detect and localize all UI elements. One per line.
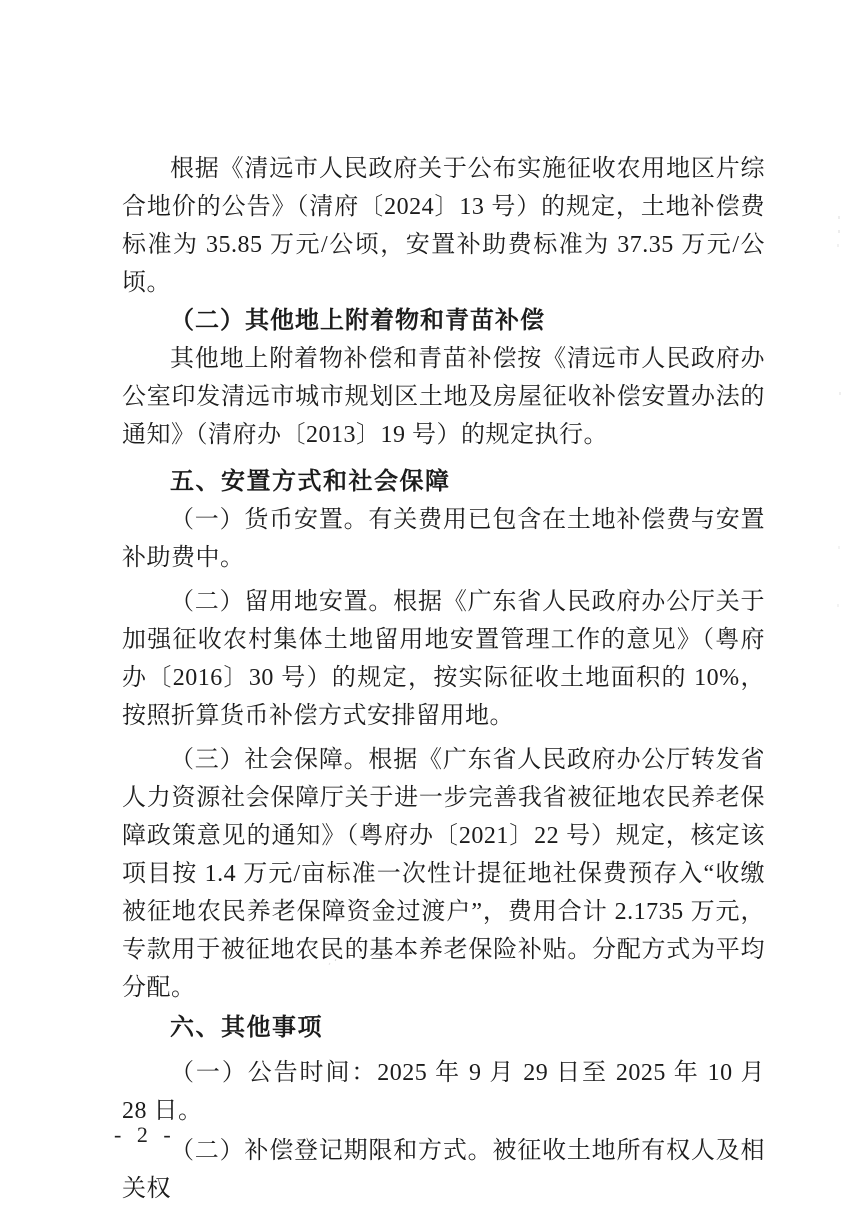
body-paragraph-compensation-standard: 根据《清远市人民政府关于公布实施征收农用地区片综合地价的公告》（清府〔2024〕13 号）的规定，土地补偿费标准为 35.85 万元/公顷，安置补助费标准为 37.35 万元/公顷。 (122, 156, 765, 296)
section-heading-five: 五、安置方式和社会保障 (170, 468, 451, 495)
body-paragraph-social-security: （三）社会保障。根据《广东省人民政府办公厅转发省人力资源社会保障厅关于进一步完善我省被征地农民养老保障政策意见的通知》（粤府办〔2021〕22 号）规定，核定该项目按 1.4 万元/亩标准一次性计提征地社保费预存入“收缴被征地农民养老保障资金过渡户”，费用合计 2.1735 万元，专款用于被征地农民的基本养老保险补贴。分配方式为平均分配。 (122, 747, 765, 1001)
subheading-attachments-and-crops: （二）其他地上附着物和青苗补偿 (170, 308, 545, 334)
body-paragraph-reserved-land-resettlement: （二）留用地安置。根据《广东省人民政府办公厅关于加强征收农村集体土地留用地安置管理工作的意见》（粤府办〔2016〕30 号）的规定，按实际征收土地面积的 10%，按照折算货币补偿方式安排留用地。 (122, 589, 765, 729)
body-paragraph-monetary-resettlement: （一）货币安置。有关费用已包含在土地补偿费与安置补助费中。 (122, 507, 765, 571)
body-paragraph-announcement-period: （一）公告时间：2025 年 9 月 29 日至 2025 年 10 月 28 日。 (122, 1060, 765, 1124)
body-paragraph-attachments-compensation: 其他地上附着物补偿和青苗补偿按《清远市人民政府办公室印发清远市城市规划区土地及房屋征收补偿安置办法的通知》（清府办〔2013〕19 号）的规定执行。 (122, 346, 765, 448)
document-body (122, 150, 765, 1208)
footer-page-number: - 2 - (114, 1122, 176, 1147)
section-heading-six: 六、其他事项 (170, 1014, 323, 1041)
scan-artifact-edge-noise (838, 216, 840, 219)
body-paragraph-registration-deadline: （二）补偿登记期限和方式。被征收土地所有权人及相关权 (122, 1138, 765, 1202)
